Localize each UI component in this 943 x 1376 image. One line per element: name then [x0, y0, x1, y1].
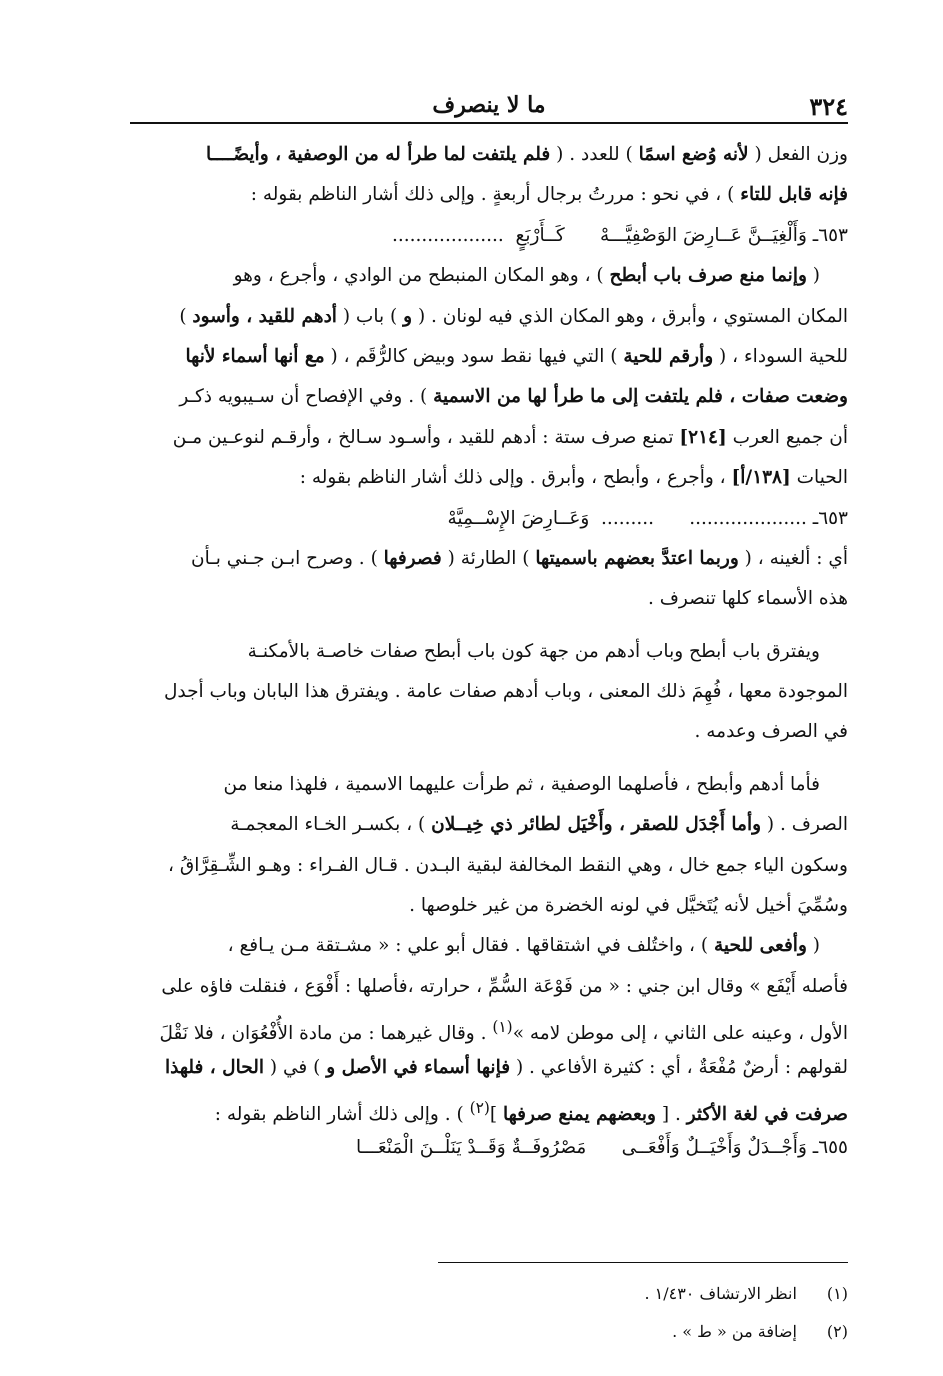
text-line: أن جميع العرب [٢١٤] تمنع صرف ستة : أدهم للقيد ، وأسـود سـالخ ، وأرقـم لنوعـين مـن: [172, 426, 848, 448]
text-line: فأما أدهم وأبطح ، فأصلهما الوصفية ، ثم طرأت عليهما الاسمية ، فلهذا منعا من: [223, 773, 820, 795]
text-line: ويفترق باب أبطح وباب أدهم من جهة كون باب أبطح صفات خاصـة بالأمكنـة: [247, 640, 820, 662]
text-line: الموجودة معها ، فُهِمَ ذلك المعنى ، وباب أدهم صفات عامة . ويفترق هذا البابان وباب أجدل: [163, 681, 848, 703]
footnote-text: انظر الارتشاف ١/٤٣٠ .: [644, 1284, 797, 1303]
verse-line: ٦٥٥ـ وَأَجْــدَلٌ وَأَخْيَــلٌ وَأَفْعَــى مَصْرُوفَــةٌ وَقَــدْ يَنَلْــنَ الْمَنْعَـــا: [355, 1137, 848, 1159]
footnote-number: (٢): [826, 1322, 848, 1341]
text-line: فأصله أَيْفَع » وقال ابن جني : « من فَوْعَة السُّمِّ ، حرارته ،فأصلها : أَفْوَع ، فنقلت فاؤه على: [161, 975, 848, 997]
verse-line: ٦٥٣ـ .................... ......... وَعَــارِضَ الإِسْــمِيَّهْ: [447, 507, 848, 529]
text-line: ( وأفعى للحية ) ، واختُلف في اشتقاقها . فقال أبو علي : « مشـتقة مـن يـافع ،: [227, 935, 820, 957]
text-line: فإنه قابل للتاء ) ، في نحو : مررتُ برجال أربعةٍ . وإلى ذلك أشار الناظم بقوله :: [250, 184, 848, 206]
page-number: ٣٢٤: [809, 92, 848, 121]
page-header: [130, 88, 848, 124]
footnote-divider: [438, 1262, 848, 1263]
text-line: المكان المستوي ، وأبرق ، وهو المكان الذي فيه لونان . ( و ) باب ( أدهم للقيد ، وأسود ): [179, 305, 848, 327]
text-line: وزن الفعل ( لأنه وُضع اسمًا ) للعدد . ( فلم يلتفت لما طرأ له من الوصفية ، وأيضًــــا: [206, 144, 848, 165]
footnotes: [130, 1275, 848, 1351]
text-line: للحية السوداء ، ( وأرقم للحية ) التي فيها نقط سود وبيض كالرُّقَم ، ( مع أنها أسماء لأنها: [185, 345, 848, 367]
main-text: [130, 135, 848, 1169]
text-line: أي : ألغينه ، ( وربما اعتدَّ بعضهم باسميتها ) الطارئة ( فصرفها ) . وصرح ابـن جـني بـأن: [191, 547, 848, 569]
text-line: هذه الأسماء كلها تنصرف .: [647, 588, 848, 610]
text-line: في الصرف وعدمه .: [694, 721, 848, 743]
verse-line: ٦٥٣ـ وَأَلْغِيَــنَّ عَــارِضَ الوَصْفِيَّـــهْ كَــأَرْبَعٍ ...................: [392, 224, 848, 246]
text-line: الصرف . ( وأما أَجْدَل للصقر ، وأَخْيَل لطائر ذي خِيــلان ) ، بكسـر الخـاء المعجمـة: [230, 814, 848, 836]
running-title: ما لا ينصرف: [432, 92, 546, 118]
text-line: صرفت في لغة الأكثر . [ وبعضهم يمنع صرفها ]$^{(٢)}$ ) . وإلى ذلك أشار الناظم بقوله :: [214, 1098, 848, 1126]
footnote-number: (١): [826, 1284, 848, 1303]
text-line: الأول ، وعينه على الثاني ، إلى موطن لامه »$^{(١)}$ . وقال غيرهما : من مادة الأُفْعُوَان ، فلا نَقْلَ: [159, 1018, 848, 1045]
footnote-2: [130, 1313, 848, 1351]
text-line: الحيات [١٣٨/أ] ، وأجرع ، وأبطح ، وأبرق . وإلى ذلك أشار الناظم بقوله :: [299, 467, 848, 489]
footnote-text: إضافة من « ط » .: [672, 1322, 797, 1341]
text-line: وسكون الياء جمع خال ، وهي النقط المخالفة لبقية البـدن . قـال الفـراء : وهـو الشِّـقِرَّاقُ ،: [167, 854, 848, 876]
text-line: وسُمِّيَ أخيل لأنه يُتَخيَّل في لونه الخضرة من غير خلوصها .: [409, 895, 848, 917]
text-line: ( وإنما منع صرف باب أبطح ) ، وهو المكان المنبطح من الوادي ، وأجرع ، وهو: [233, 265, 820, 287]
text-line: لقولهم : أرضٌ مُفْعَةٌ ، أي : كثيرة الأفاعي . ( فإنها أسماء في الأصل و ) في ( الحال ، فلهذا: [164, 1056, 848, 1078]
footnote-1: [130, 1275, 848, 1313]
text-line: وضعت صفات ، فلم يلتفت إلى ما طرأ لها من الاسمية ) . وفي الإفصاح أن سـيبويه ذكـر: [179, 386, 848, 408]
